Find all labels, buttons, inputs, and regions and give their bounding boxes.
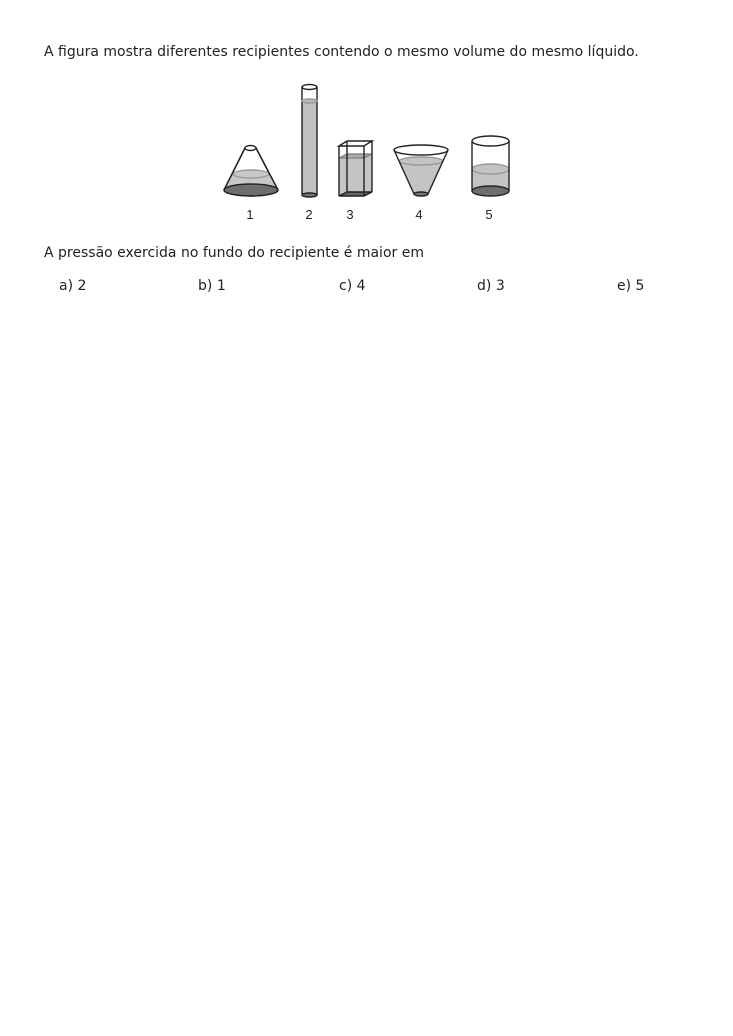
option-value: 2 [77,278,87,294]
option-value: 1 [216,278,226,294]
option-letter: c) [339,278,353,294]
option-a[interactable] [59,278,86,294]
option-letter: d) [477,278,492,294]
figure-label-4: 4 [415,207,423,222]
figure-label-2: 2 [305,207,313,222]
container-1-cone [224,146,278,197]
option-e[interactable] [617,278,644,294]
option-value: 5 [635,278,645,294]
option-letter: e) [617,278,632,294]
figure-label-3: 3 [346,207,354,222]
option-c[interactable] [339,278,366,294]
option-letter: a) [59,278,74,294]
option-letter: b) [198,278,213,294]
option-value: 3 [495,278,505,294]
question-intro: A figura mostra diferentes recipientes contendo o mesmo volume do mesmo líquido. [44,44,639,60]
containers-figure [210,78,525,228]
option-d[interactable] [477,278,505,294]
figure-label-5: 5 [485,207,493,222]
option-value: 4 [356,278,366,294]
container-5-cylinder [472,136,509,196]
container-2-tube [302,85,317,198]
figure-label-1: 1 [246,207,254,222]
container-3-prism [339,141,372,196]
container-4-funnel [394,145,448,196]
option-b[interactable] [198,278,226,294]
question-prompt: A pressão exercida no fundo do recipiente é maior em [44,245,424,261]
